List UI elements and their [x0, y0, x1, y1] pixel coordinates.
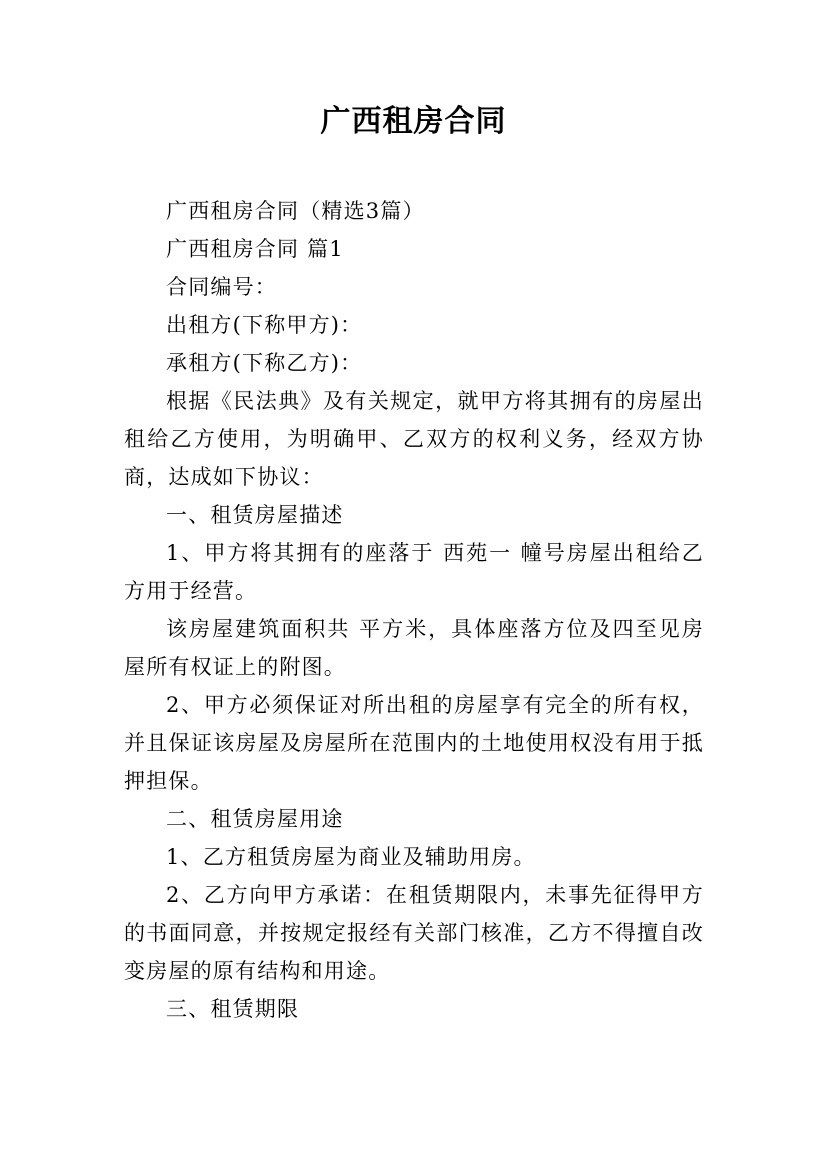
- paragraph: 该房屋建筑面积共 平方米，具体座落方位及四至见房屋所有权证上的附图。: [124, 617, 704, 679]
- paragraph: 合同编号：: [166, 275, 277, 299]
- paragraph: 2、甲方必须保证对所出租的房屋享有完全的所有权，并且保证该房屋及房屋所在范围内的土地使用权没有用于抵押担保。: [124, 693, 704, 793]
- paragraph: 承租方(下称乙方)：: [166, 351, 363, 375]
- section-heading: 三、租赁期限: [166, 997, 300, 1021]
- section-heading: 二、租赁房屋用途: [166, 807, 344, 831]
- paragraph: 出租方(下称甲方)：: [166, 313, 363, 337]
- document-title: 广西租房合同: [320, 104, 507, 139]
- section-heading: 一、租赁房屋描述: [166, 503, 344, 527]
- document-body: [124, 192, 704, 1028]
- paragraph: 广西租房合同 篇1: [166, 237, 344, 261]
- paragraph: 2、乙方向甲方承诺：在租赁期限内，未事先征得甲方的书面同意，并按规定报经有关部门核准，乙方不得擅自改变房屋的原有结构和用途。: [124, 883, 704, 983]
- paragraph: 根据《民法典》及有关规定，就甲方将其拥有的房屋出租给乙方使用，为明确甲、乙双方的权利义务，经双方协商，达成如下协议：: [124, 389, 704, 489]
- paragraph: 1、乙方租赁房屋为商业及辅助用房。: [166, 845, 536, 869]
- paragraph: 1、甲方将其拥有的座落于 西苑一 幢号房屋出租给乙方用于经营。: [124, 541, 704, 603]
- paragraph: 广西租房合同（精选3篇）: [166, 199, 425, 223]
